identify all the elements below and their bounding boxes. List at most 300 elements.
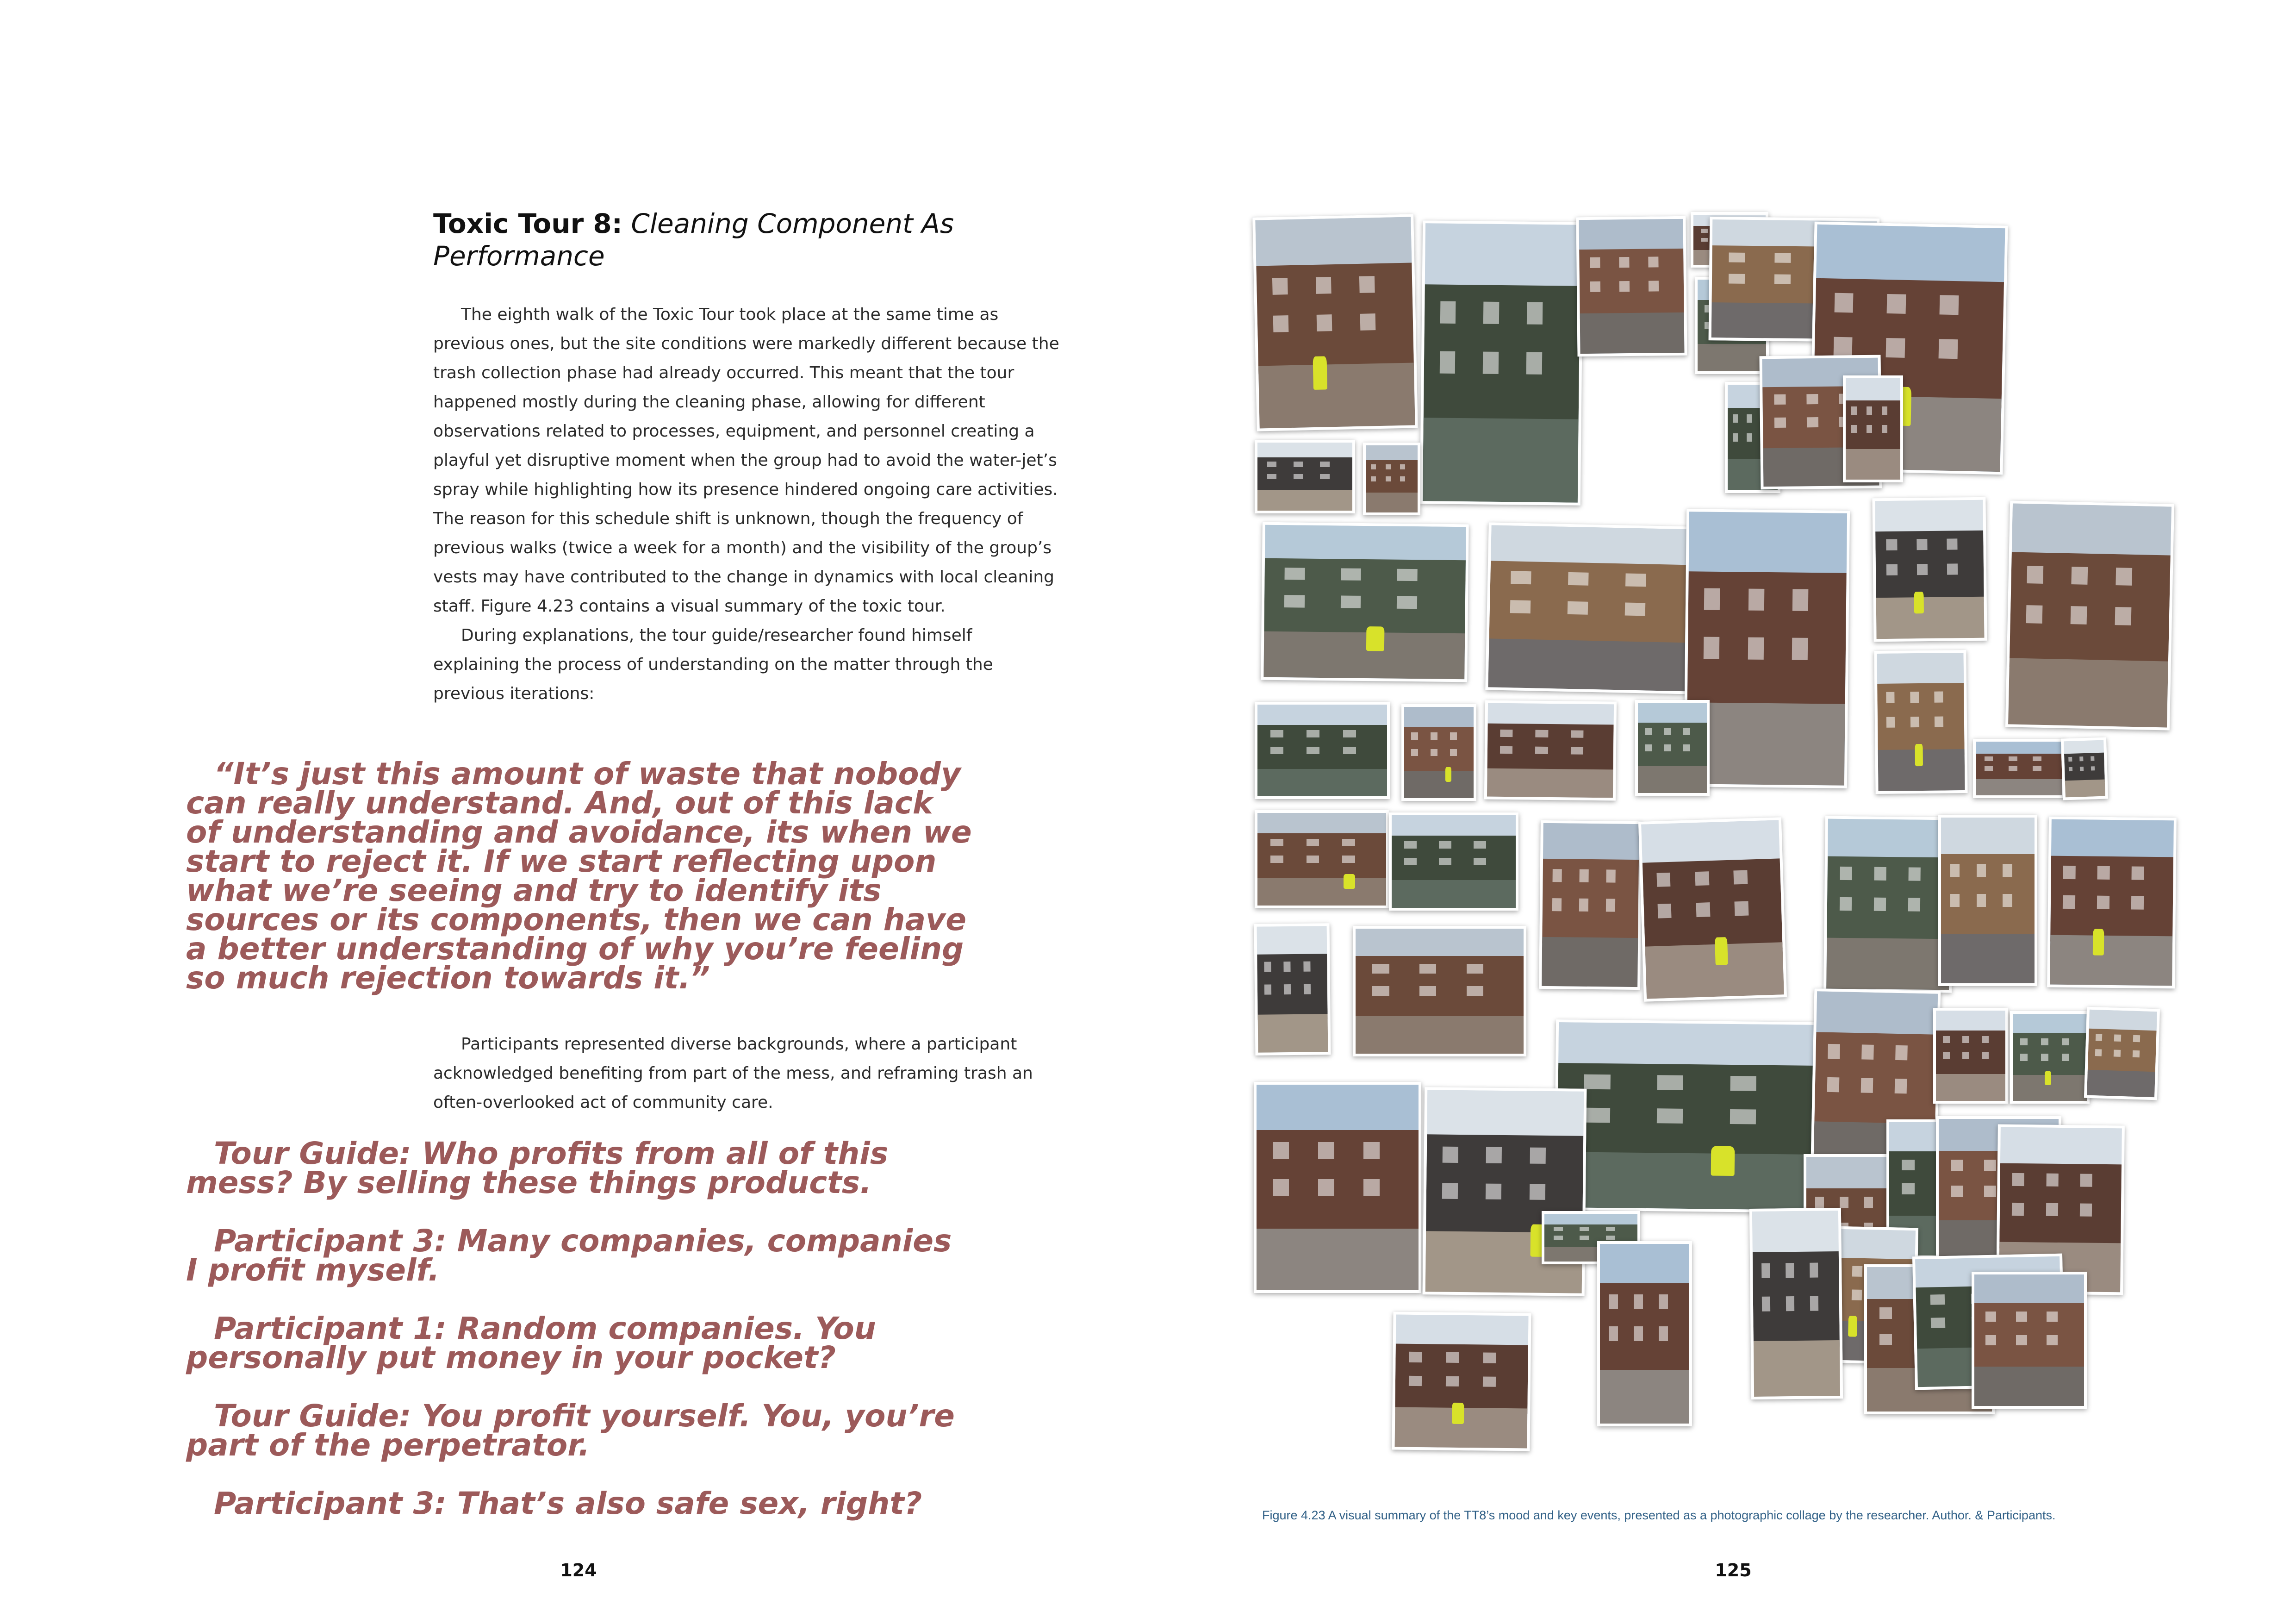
photo-window	[1474, 858, 1486, 865]
paragraph-2: During explanations, the tour guide/researcher found himself explaining the process of understanding on the matter through the previous iterations:	[433, 626, 993, 703]
collage-photo	[1749, 1208, 1843, 1399]
photo-window	[1450, 732, 1457, 740]
photo-window	[1360, 313, 1375, 331]
photo-ground	[1638, 766, 1707, 793]
photo-window	[1270, 839, 1283, 846]
photo-ground	[1263, 631, 1465, 679]
collage-photo	[1389, 812, 1518, 911]
collage-photo	[1255, 810, 1389, 908]
collage-photo	[1874, 650, 1967, 794]
photo-ground	[1974, 1367, 2084, 1406]
photo-window	[1270, 856, 1283, 863]
photo-ground	[1645, 942, 1784, 999]
photo-window	[2041, 1038, 2048, 1045]
photo-window	[1580, 1227, 1589, 1231]
photo-ground	[1366, 493, 1418, 513]
photo-ground	[1580, 312, 1685, 354]
photo-window	[2114, 1034, 2121, 1041]
photo-window	[1916, 564, 1928, 575]
photo-ground	[1356, 1016, 1524, 1054]
photo-window	[1657, 1075, 1684, 1090]
photo-window	[1431, 732, 1437, 740]
photo-window	[1605, 899, 1615, 912]
photo-window	[1552, 869, 1562, 882]
photo-ground	[1876, 596, 1985, 639]
photo-vest-figure	[1848, 1316, 1857, 1337]
photo-window	[1371, 476, 1376, 482]
collage-photo	[1255, 440, 1355, 513]
photo-window	[1659, 1326, 1668, 1341]
photo-window	[1701, 229, 1708, 233]
photo-window	[2080, 767, 2084, 771]
photo-window	[1510, 600, 1531, 613]
photo-window	[1619, 257, 1630, 268]
photo-window	[1467, 964, 1483, 974]
collage-photo	[2061, 737, 2108, 800]
collage-photo	[1261, 522, 1469, 682]
photo-window	[1609, 1326, 1618, 1341]
photo-window	[2097, 866, 2110, 880]
photo-window	[1935, 692, 1943, 703]
photo-window	[1270, 730, 1283, 737]
photo-window	[2131, 896, 2144, 910]
photo-window	[1307, 839, 1319, 846]
photo-window	[2063, 895, 2075, 909]
photo-window	[1267, 462, 1277, 467]
photo-window	[2068, 767, 2072, 771]
photo-window	[1792, 589, 1809, 611]
photo-window	[1879, 1334, 1892, 1345]
collage-photo	[1254, 1082, 1421, 1293]
photo-window	[2068, 757, 2072, 762]
photo-vest-figure	[1915, 744, 1923, 766]
photo-window	[2071, 606, 2087, 625]
photo-window	[2003, 894, 2012, 907]
figure-caption: Figure 4.23 A visual summary of the TT8’s mood and key events, presented as a photographic collage by the researcher. Author. & Participants.	[1262, 1508, 2056, 1522]
photo-window	[1951, 1160, 1963, 1171]
photo-window	[1664, 728, 1671, 736]
photo-window	[1902, 1160, 1914, 1170]
photo-window	[1786, 1296, 1795, 1311]
photo-window	[1486, 1147, 1502, 1163]
photo-window	[1483, 352, 1499, 374]
paragraph-3: Participants represented diverse backgrounds, where a participant acknowledged benefiting from part of the mess, and reframing trash an often-overlooked act of community care.	[433, 1035, 1033, 1112]
photo-window	[1930, 1294, 1945, 1305]
photo-window	[2041, 1054, 2048, 1061]
dialogue-line: Participant 3: Many companies, companies I profit myself.	[186, 1223, 952, 1288]
photo-window	[1733, 870, 1748, 884]
photo-window	[1852, 1266, 1862, 1277]
photo-window	[1950, 864, 1960, 877]
dialogue-line: Participant 3: That’s also safe sex, right?	[214, 1486, 922, 1521]
photo-window	[2091, 766, 2095, 771]
photo-ground	[1257, 878, 1386, 906]
collage-photo	[1638, 817, 1787, 1002]
photo-window	[1839, 897, 1852, 911]
photo-window	[1851, 406, 1857, 415]
photo-window	[1270, 747, 1283, 754]
photo-window	[1419, 964, 1436, 974]
photo-vest-figure	[1313, 356, 1327, 390]
photo-vest-figure	[1914, 592, 1923, 614]
photo-window	[1584, 1108, 1610, 1123]
photo-window	[1696, 903, 1710, 917]
photo-window	[1886, 539, 1898, 550]
photo-window	[1273, 1142, 1289, 1159]
photo-window	[1500, 746, 1512, 754]
photo-window	[1947, 563, 1958, 575]
photo-window	[1483, 1376, 1496, 1387]
photo-window	[1648, 256, 1659, 267]
photo-window	[1568, 572, 1589, 586]
photo-window	[2009, 766, 2017, 770]
quote-text: “It’s just this amount of waste that nobody can really understand. And, out of this lack of understanding and avoidance, its when we start to reject it. If we start reflecting upon what we’re seeing and try to identify its sources or its components, then we can have a better understanding of why you’re feeling so much rejection towards it.”	[186, 756, 972, 996]
right-page	[1148, 0, 2296, 1624]
photo-window	[2020, 1038, 2028, 1045]
photo-window	[1730, 1109, 1756, 1124]
photo-window	[1511, 571, 1531, 584]
photo-window	[1486, 1183, 1501, 1199]
photo-window	[1294, 474, 1303, 480]
photo-window	[1748, 637, 1764, 659]
photo-window	[1695, 871, 1709, 886]
photo-window	[1341, 568, 1361, 581]
photo-window	[1774, 418, 1786, 428]
photo-window	[2033, 766, 2041, 770]
collage-photo	[1933, 1008, 2008, 1104]
photo-window	[1935, 716, 1943, 727]
photo-window	[1943, 1036, 1950, 1043]
dialogue-line: Tour Guide: You profit yourself. You, you’re part of the perpetrator.	[186, 1398, 955, 1463]
dialogue-line: Tour Guide: Who profits from all of this mess? By selling these things products.	[186, 1136, 889, 1200]
photo-window	[2133, 1050, 2140, 1057]
photo-window	[1554, 1227, 1563, 1231]
photo-window	[1273, 315, 1288, 332]
photo-window	[1318, 1179, 1334, 1196]
collage-photo	[1973, 739, 2065, 798]
photo-window	[1747, 433, 1752, 442]
photo-vest-figure	[1715, 937, 1728, 965]
photo-window	[2012, 1203, 2024, 1216]
photo-window	[1664, 744, 1671, 752]
photo-window	[1985, 766, 1993, 770]
photo-window	[1984, 1160, 1996, 1171]
photo-window	[1792, 638, 1808, 660]
photo-window	[1729, 253, 1745, 262]
photo-window	[1404, 841, 1417, 849]
photo-window	[1733, 433, 1738, 442]
photo-window	[1442, 1183, 1458, 1199]
photo-window	[1442, 1147, 1458, 1163]
photo-window	[1886, 717, 1895, 728]
photo-window	[1536, 730, 1548, 737]
photo-ground	[1600, 1370, 1689, 1424]
photo-window	[1735, 901, 1749, 916]
photo-window	[1535, 747, 1548, 754]
page-number-left: 124	[560, 1560, 597, 1580]
photo-window	[1571, 730, 1583, 737]
photo-window	[1833, 337, 1852, 357]
photo-window	[1483, 302, 1499, 324]
collage-photo	[1576, 216, 1687, 356]
photo-window	[1634, 1326, 1643, 1341]
photo-window	[1874, 897, 1886, 911]
photo-window	[1408, 1375, 1422, 1386]
photo-window	[2115, 607, 2131, 625]
photo-window	[1580, 1236, 1589, 1239]
photo-window	[1895, 1045, 1908, 1060]
photo-window	[2132, 866, 2144, 880]
photo-ground	[1698, 344, 1766, 371]
collage-photo	[1972, 1272, 2087, 1409]
photo-vest-figure	[2045, 1071, 2051, 1085]
photo-window	[1316, 277, 1332, 294]
photo-window	[1307, 730, 1319, 737]
photo-window	[1446, 1376, 1459, 1387]
photo-window	[1645, 728, 1652, 736]
photo-ground	[1258, 362, 1415, 428]
photo-window	[1285, 568, 1305, 580]
photo-window	[1728, 274, 1745, 284]
photo-ground	[1257, 1229, 1419, 1290]
photo-window	[1806, 394, 1818, 404]
photo-window	[2047, 1312, 2058, 1322]
photo-window	[1659, 1294, 1668, 1309]
photo-window	[1609, 1294, 1618, 1309]
photo-window	[1619, 281, 1630, 292]
photo-window	[1951, 1186, 1963, 1197]
photo-window	[1606, 1227, 1615, 1231]
photo-window	[1985, 1335, 1997, 1346]
photo-window	[2080, 1174, 2092, 1187]
photo-window	[1359, 276, 1375, 293]
collage-photo	[1255, 702, 1390, 799]
photo-window	[1363, 1179, 1380, 1196]
photo-window	[2046, 1174, 2058, 1187]
photo-window	[1439, 351, 1455, 374]
photo-window	[1404, 858, 1417, 865]
photo-ground	[1488, 638, 1693, 691]
collage-photo	[1392, 1312, 1531, 1451]
collage-photo	[2010, 1011, 2090, 1104]
photo-window	[2026, 606, 2042, 624]
title-italic-line-1: Cleaning Component As	[631, 208, 954, 239]
photo-window	[1786, 1263, 1794, 1278]
photo-window	[1294, 462, 1303, 467]
photo-window	[1886, 692, 1895, 703]
photo-ground	[1258, 1014, 1328, 1053]
photo-window	[1318, 1142, 1334, 1159]
photo-window	[1864, 1197, 1873, 1208]
photo-window	[1342, 839, 1355, 846]
photo-window	[2027, 566, 2043, 584]
collage-photo	[1843, 375, 1903, 482]
photo-window	[1683, 744, 1690, 752]
collage-photo	[1635, 700, 1710, 796]
photo-window	[1579, 869, 1589, 882]
photo-window	[1267, 474, 1277, 480]
photo-window	[1397, 596, 1417, 609]
photo-window	[2033, 756, 2041, 761]
photo-window	[1840, 867, 1852, 881]
collage-photo	[2047, 817, 2177, 989]
photo-window	[1815, 1197, 1824, 1208]
photo-window	[1371, 464, 1376, 470]
photo-window	[2091, 756, 2095, 761]
body-text-bottom	[433, 1030, 1063, 1117]
photo-ground	[2050, 935, 2172, 986]
collage-photo	[1872, 497, 1987, 642]
photo-window	[1807, 417, 1818, 427]
photo-window	[2016, 1335, 2027, 1346]
photo-window	[1733, 414, 1738, 423]
photo-window	[1320, 462, 1330, 467]
photo-window	[1910, 692, 1919, 703]
photo-window	[1879, 1307, 1892, 1319]
photo-window	[1579, 899, 1589, 912]
photo-ground	[1976, 779, 2062, 795]
photo-window	[1303, 962, 1310, 972]
photo-window	[1916, 539, 1928, 550]
photo-window	[1264, 985, 1271, 995]
photo-ground	[1257, 769, 1387, 796]
photo-window	[1341, 596, 1361, 608]
photo-window	[2046, 1203, 2058, 1216]
photo-window	[1554, 1236, 1563, 1239]
photo-ground	[1257, 490, 1352, 511]
photo-window	[1882, 406, 1887, 415]
photo-window	[1950, 894, 1960, 907]
photo-window	[1343, 747, 1356, 754]
photo-ground	[2087, 1069, 2155, 1097]
photo-window	[2095, 1049, 2102, 1056]
photo-window	[1590, 257, 1600, 268]
photo-window	[1570, 747, 1583, 754]
collage-photo	[1363, 443, 1420, 515]
photo-vest-figure	[1445, 767, 1452, 782]
photo-window	[1840, 1197, 1848, 1208]
photo-ground	[2008, 658, 2168, 727]
photo-window	[2097, 896, 2109, 909]
collage-photo	[1938, 815, 2037, 986]
photo-window	[1343, 730, 1356, 737]
collage-photo	[2005, 500, 2174, 730]
collage-photo	[1484, 700, 1617, 801]
pull-quote	[186, 756, 973, 996]
photo-window	[1307, 856, 1319, 863]
photo-window	[1761, 1297, 1770, 1312]
photo-window	[1861, 1044, 1874, 1060]
photo-window	[1683, 728, 1690, 736]
photo-window	[1774, 275, 1791, 284]
photo-window	[1701, 238, 1708, 242]
photo-window	[2063, 866, 2076, 879]
photo-window	[1634, 1294, 1643, 1309]
photo-window	[1411, 749, 1418, 756]
photo-ground	[1392, 880, 1516, 908]
photo-window	[1446, 1352, 1459, 1363]
photo-window	[1530, 1148, 1546, 1164]
photo-window	[1882, 425, 1887, 433]
collage-photo	[1539, 820, 1642, 990]
photo-window	[2095, 1034, 2102, 1041]
collage-photo	[2084, 1007, 2160, 1100]
photo-window	[1397, 569, 1418, 581]
photo-ground	[1754, 1340, 1840, 1397]
photo-window	[1827, 1077, 1840, 1093]
photo-window	[1527, 302, 1543, 325]
photo-window	[1439, 841, 1451, 849]
photo-window	[1530, 1184, 1545, 1200]
photo-ground	[1941, 934, 2035, 983]
photo-window	[1910, 717, 1919, 728]
photo-window	[1730, 1076, 1756, 1091]
photo-ground	[1846, 449, 1900, 480]
photo-window	[2062, 1054, 2069, 1061]
photo-window	[2009, 756, 2017, 761]
photo-window	[1895, 1079, 1907, 1094]
photo-window	[1947, 539, 1958, 550]
photo-window	[1342, 856, 1355, 863]
photo-window	[1874, 867, 1886, 881]
collage-photo	[1401, 704, 1476, 801]
photo-window	[1938, 339, 1957, 359]
title-italic-line-2: Performance	[433, 240, 605, 272]
photo-window	[2062, 1038, 2069, 1045]
photo-window	[2079, 756, 2084, 761]
photo-window	[1500, 729, 1512, 737]
paragraph-1: The eighth walk of the Toxic Tour took place at the same time as previous ones, but the site conditions were markedly different because the trash collection phase had already occurred. This meant that the tour happened mostly during the cleaning phase, allowing for different observations related to processes, equipment, and personnel creating a playful yet disruptive moment when the group had to avoid the water-jet’s spray while highlighting how its presence hindered ongoing care activities. The reason for this schedule shift is unknown, though the frequency of previous walks (twice a week for a month) and the visibility of the group’s vests may have contributed to the change in dynamics with local cleaning staff. Figure 4.23 contains a visual summary of the toxic tour.	[433, 305, 1059, 616]
photo-ground	[1542, 937, 1638, 987]
photo-window	[1902, 1183, 1914, 1194]
photo-window	[1284, 962, 1291, 972]
collage-photo	[1423, 1087, 1587, 1296]
dialogue-block	[186, 1136, 973, 1547]
photo-window	[1886, 338, 1905, 358]
photo-window	[1887, 294, 1906, 314]
photo-window	[1657, 1108, 1683, 1124]
photo-window	[2133, 1035, 2140, 1042]
photo-vest-figure	[2093, 929, 2104, 955]
photo-window	[1552, 898, 1562, 911]
photo-ground	[1686, 702, 1845, 786]
photo-window	[1400, 464, 1405, 470]
photo-window	[1320, 474, 1330, 480]
photo-window	[1908, 898, 1921, 912]
photo-window	[1908, 867, 1921, 881]
photo-window	[1982, 1052, 1989, 1060]
photo-window	[2080, 1203, 2092, 1217]
photo-window	[1372, 964, 1389, 974]
photo-vest-figure	[1366, 626, 1385, 651]
photo-window	[1386, 464, 1391, 470]
photo-window	[1851, 425, 1857, 433]
photo-window	[1810, 1296, 1819, 1311]
photo-window	[1828, 1043, 1840, 1059]
photo-window	[1316, 314, 1332, 331]
collage-photo	[1353, 926, 1526, 1056]
photo-window	[1834, 293, 1853, 313]
photo-window	[1411, 732, 1418, 740]
photo-window	[1977, 894, 1986, 907]
photo-window	[1483, 1353, 1496, 1363]
photo-window	[1886, 564, 1898, 575]
photo-window	[1774, 253, 1791, 263]
photo-window	[1624, 602, 1645, 616]
dialogue-line: Participant 1: Random companies. You personally put money in your pocket?	[186, 1311, 876, 1375]
photo-window	[1474, 841, 1486, 849]
collage-photo	[1420, 220, 1583, 506]
